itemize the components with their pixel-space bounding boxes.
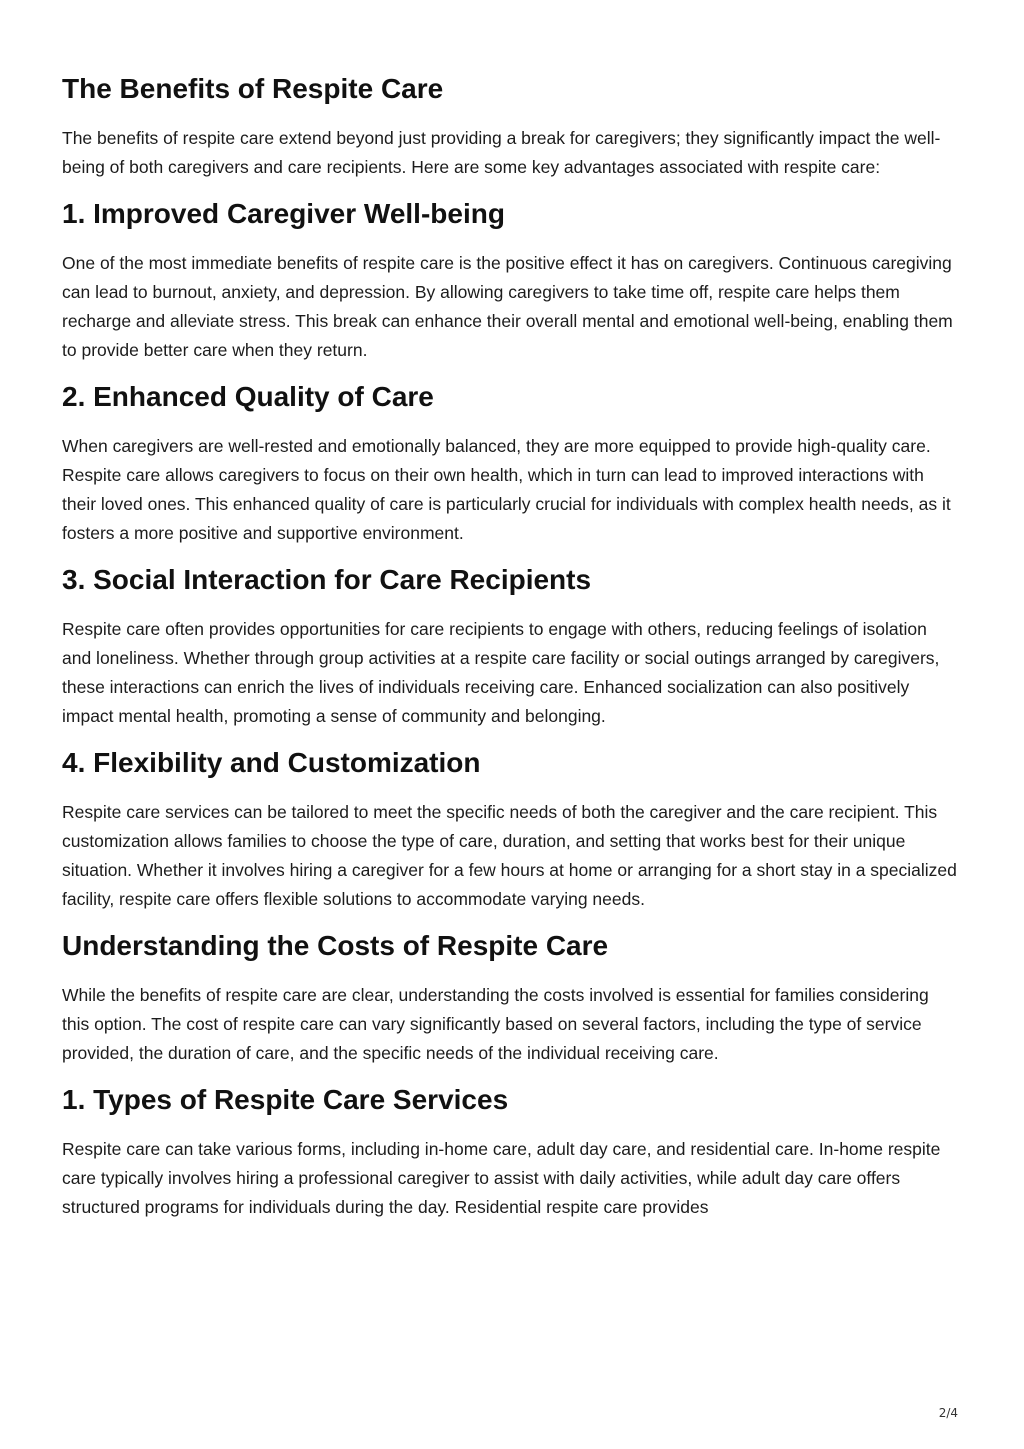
document-page (62, 58, 960, 1232)
section-costs (62, 928, 960, 1068)
section-types-of-services (62, 1082, 960, 1222)
section-flexibility (62, 745, 960, 914)
section-social-interaction (62, 562, 960, 731)
section-heading: 1. Types of Respite Care Services (62, 1084, 509, 1115)
section-quality-of-care (62, 379, 960, 548)
section-paragraph: Respite care often provides opportunities for care recipients to engage with others, reducing feelings of isolation and loneliness. Whether through group activities at a respite care facility or social outings arranged by caregivers, these interactions can enrich the lives of individuals receiving care. Enhanced socialization can also positively impact mental health, promoting a sense of community and belonging. (62, 619, 940, 726)
section-paragraph: Respite care can take various forms, including in-home care, adult day care, and residential care. In-home respite care typically involves hiring a professional caregiver to assist with daily activities, while adult day care offers structured programs for individuals during the day. Residential respite care provides (62, 1139, 941, 1217)
section-caregiver-well-being (62, 196, 960, 365)
section-heading: The Benefits of Respite Care (62, 73, 444, 104)
section-heading: Understanding the Costs of Respite Care (62, 930, 609, 961)
section-paragraph: The benefits of respite care extend beyond just providing a break for caregivers; they significantly impact the well-being of both caregivers and care recipients. Here are some key advantages associated with respite care: (62, 128, 941, 177)
section-paragraph: When caregivers are well-rested and emotionally balanced, they are more equipped to provide high-quality care. Respite care allows caregivers to focus on their own health, which in turn can lead to improved interactions with their loved ones. This enhanced quality of care is particularly crucial for individuals with complex health needs, as it fosters a more positive and supportive environment. (62, 436, 951, 543)
section-benefits (62, 71, 960, 182)
section-paragraph: Respite care services can be tailored to meet the specific needs of both the caregiver and the care recipient. This customization allows families to choose the type of care, duration, and setting that works best for their unique situation. Whether it involves hiring a caregiver for a few hours at home or arranging for a short stay in a specialized facility, respite care offers flexible solutions to accommodate varying needs. (62, 802, 957, 909)
section-paragraph: While the benefits of respite care are clear, understanding the costs involved is essential for families considering this option. The cost of respite care can vary significantly based on several factors, including the type of service provided, the duration of care, and the specific needs of the individual receiving care. (62, 985, 929, 1063)
section-heading: 1. Improved Caregiver Well-being (62, 198, 505, 229)
section-heading: 3. Social Interaction for Care Recipients (62, 564, 592, 595)
section-heading: 4. Flexibility and Customization (62, 747, 481, 778)
section-heading: 2. Enhanced Quality of Care (62, 381, 434, 412)
section-paragraph: One of the most immediate benefits of respite care is the positive effect it has on caregivers. Continuous caregiving can lead to burnout, anxiety, and depression. By allowing caregivers to take time off, respite care helps them recharge and alleviate stress. This break can enhance their overall mental and emotional well-being, enabling them to provide better care when they return. (62, 253, 953, 360)
page-number: 2/4 (938, 1406, 958, 1420)
